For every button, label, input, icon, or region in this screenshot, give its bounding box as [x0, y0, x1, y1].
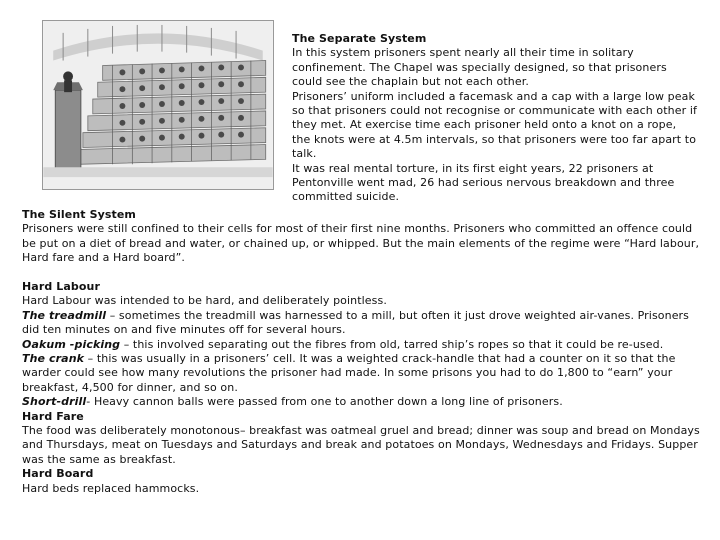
- treadmill-term: The treadmill: [22, 308, 107, 322]
- spacer: [22, 266, 700, 280]
- main-text-section: [22, 208, 700, 496]
- separate-system-section: [292, 32, 697, 205]
- crank-term: The crank: [22, 352, 85, 366]
- hard-board-paragraph: Hard beds replaced hammocks.: [22, 481, 200, 495]
- chapel-engraving-image: [42, 20, 274, 190]
- treadmill-text: – sometimes the treadmill was harnessed to a mill, but often it just drove weighted air-vanes. Prisoners did ten minutes on and five minutes off for several hours.: [22, 308, 690, 337]
- short-drill-text: - Heavy cannon balls were passed from one to another down a long line of prisoners.: [86, 395, 563, 409]
- hard-labour-intro: Hard Labour was intended to be hard, and deliberately pointless.: [22, 294, 387, 308]
- hard-labour-heading: Hard Labour: [22, 280, 100, 294]
- silent-system-paragraph: Prisoners were still confined to their cells for most of their first nine months. Prisoners who committed an offence could be put on a diet of bread and water, or chained up, or whipped. But the main elements of the regime were “Hard labour, Hard fare and a Hard board”.: [22, 222, 700, 265]
- hard-board-heading: Hard Board: [22, 467, 94, 481]
- chapel-engraving-drawing: [43, 21, 273, 189]
- separate-system-heading: The Separate System: [292, 32, 427, 45]
- separate-system-paragraph-3: It was real mental torture, in its first eight years, 22 prisoners at Pentonville went mad, 26 had serious nervous breakdown and three committed suicide.: [292, 161, 675, 204]
- separate-system-paragraph-2: Prisoners’ uniform included a facemask and a cap with a large low peak so that prisoners could not recognise or communicate with each other if they met. At exercise time each prisoner held onto a knot on a rope, the knots were at 4.5m intervals, so that prisoners were too far apart to talk.: [292, 89, 697, 161]
- crank-text: – this was usually in a prisoners’ cell. It was a weighted crack-handle that had a counter on it so that the warder could see how many revolutions the prisoner had made. In some prisons you had to do 1,800 to “earn” your breakfast, 4,500 for dinner, and so on.: [22, 352, 676, 394]
- hard-fare-heading: Hard Fare: [22, 409, 84, 423]
- treadmill-paragraph: [22, 309, 700, 338]
- separate-system-paragraph-1: In this system prisoners spent nearly all their time in solitary confinement. The Chapel was specially designed, so that prisoners could see the chaplain but not each other.: [292, 46, 667, 89]
- short-drill-term: Short-drill: [22, 395, 87, 409]
- silent-system-heading: The Silent System: [22, 208, 136, 221]
- crank-paragraph: [22, 352, 700, 395]
- oakum-paragraph: [22, 338, 700, 352]
- oakum-term: Oakum -picking: [22, 337, 121, 351]
- oakum-text: – this involved separating out the fibres from old, tarred ship’s ropes so that it could be re-used.: [120, 337, 664, 351]
- short-drill-paragraph: [22, 395, 700, 409]
- hard-fare-paragraph: The food was deliberately monotonous– breakfast was oatmeal gruel and bread; dinner was soup and bread on Mondays and Thursdays, meat on Tuesdays and Saturdays and break and potatoes on Mondays, Wednesdays and Fridays. Supper was the same as breakfast.: [22, 424, 700, 466]
